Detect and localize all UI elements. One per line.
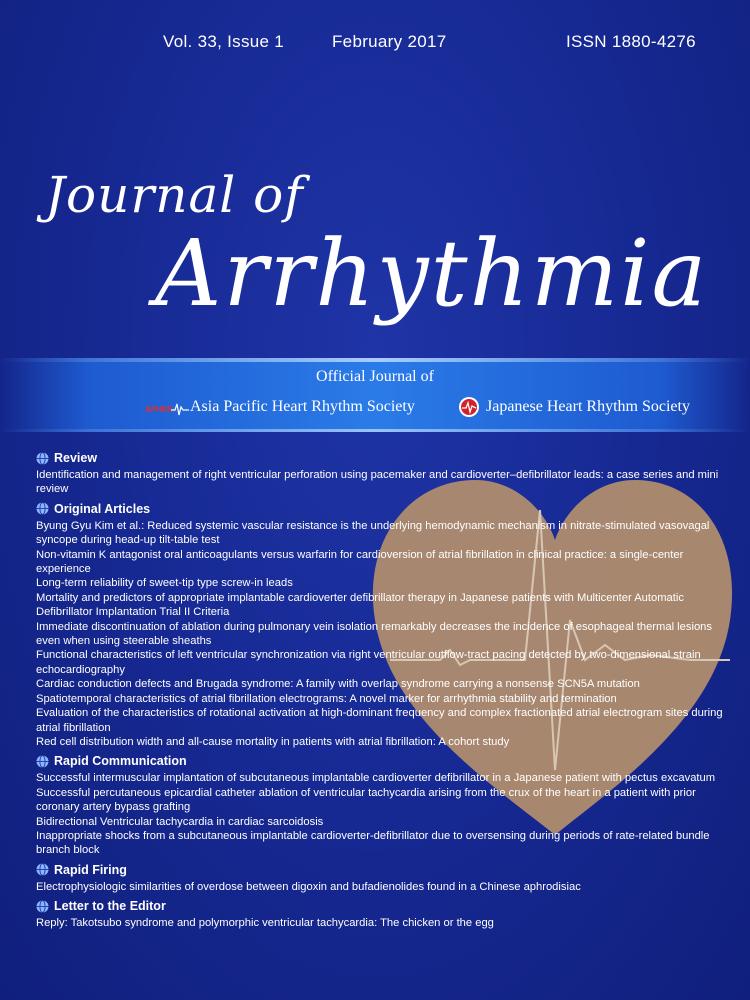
section-title: Letter to the Editor — [54, 899, 166, 914]
section-heading — [36, 448, 726, 468]
article-entry[interactable]: Non-vitamin K antagonist oral anticoagulants versus warfarin for cardioversion of atrial fibrillation in clinical practice: a single-center experience — [36, 548, 684, 576]
section-heading — [36, 896, 726, 916]
article-entry[interactable]: Successful intermuscular implantation of subcutaneous implantable cardioverter defibrillator in a Japanese patient with pectus excavatum — [36, 772, 716, 785]
section-rapid-communication — [36, 751, 726, 857]
section-title: Rapid Firing — [54, 862, 127, 877]
aphrs-logo-text: APHRS — [145, 405, 174, 414]
volume-issue: Vol. 33, Issue 1 — [163, 32, 285, 51]
globe-icon — [36, 502, 49, 515]
journal-title — [0, 150, 750, 350]
article-entry[interactable]: Identification and management of right ventricular perforation using pacemaker and cardioverter–defibrillator leads: a case series and mini review — [36, 469, 719, 496]
section-title: Original Articles — [54, 501, 151, 516]
section-heading — [36, 860, 726, 880]
section-title: Rapid Communication — [54, 754, 187, 769]
globe-icon — [36, 863, 49, 876]
title-line-1: Journal of — [45, 166, 304, 224]
article-entry[interactable]: Functional characteristics of left ventricular synchronization via right ventricular outflow-tract pacing detected by two-dimensional strain echocardiography — [36, 649, 701, 676]
article-entry[interactable]: Mortality and predictors of appropriate implantable cardioverter defibrillator therapy in Japanese patients with Multicenter Automatic Defibrillator Implantation Trial II Criteria — [36, 591, 684, 619]
article-entry[interactable]: Long-term reliability of sweet-tip type screw-in leads — [36, 577, 293, 590]
section-heading — [36, 751, 726, 771]
issn: ISSN 1880-4276 — [566, 32, 696, 51]
title-line-2: Arrhythmia — [155, 220, 709, 327]
article-entry[interactable]: Inappropriate shocks from a subcutaneous implantable cardioverter-defibrillator due to oversensing during periods of rate-related bundle branch block — [36, 829, 710, 857]
globe-icon — [36, 900, 49, 913]
jhrs-logo-icon — [458, 396, 480, 418]
societies-row — [0, 395, 750, 421]
article-entry[interactable]: Immediate discontinuation of ablation during pulmonary vein isolation remarkably decreases the incidence of esophageal thermal lesions even when using steerable sheaths — [36, 620, 712, 648]
issue-date: February 2017 — [332, 32, 447, 51]
article-entry[interactable]: Electrophysiologic similarities of overdose between digoxin and bufadienolides found in a Chinese aphrodisiac — [36, 880, 581, 893]
society-1-name: Asia Pacific Heart Rhythm Society — [190, 398, 415, 415]
article-entry[interactable]: Cardiac conduction defects and Brugada syndrome: A family with overlap syndrome carrying a nonsense SCN5A mutation — [36, 678, 640, 691]
section-original-articles — [36, 499, 726, 750]
section-review — [36, 448, 726, 497]
table-of-contents — [36, 446, 726, 931]
article-entry[interactable]: Successful percutaneous epicardial catheter ablation of ventricular tachycardia arising from the crux of the heart in a patient with prior coronary artery bypass grafting — [36, 786, 696, 814]
article-entry[interactable]: Bidirectional Ventricular tachycardia in cardiac sarcoidosis — [36, 815, 324, 828]
article-entry[interactable]: Red cell distribution width and all-cause mortality in patients with atrial fibrillation: A cohort study — [36, 735, 510, 748]
article-entry[interactable]: Reply: Takotsubo syndrome and polymorphic ventricular tachycardia: The chicken or the egg — [36, 917, 494, 930]
globe-icon — [36, 452, 49, 465]
article-entry[interactable]: Evaluation of the characteristics of rotational activation at high-dominant frequency and complex fractionated atrial electrogram sites during atrial fibrillation — [36, 707, 723, 734]
aphrs-logo-icon — [145, 397, 189, 419]
section-rapid-firing — [36, 860, 726, 894]
affiliation-band — [0, 358, 750, 432]
section-letter-to-the-editor — [36, 896, 726, 930]
section-title: Review — [54, 451, 98, 465]
section-heading — [36, 499, 726, 519]
globe-icon — [36, 755, 49, 768]
article-entry[interactable]: Byung Gyu Kim et al.: Reduced systemic vascular resistance is the underlying hemodynamic mechanism in nitrate-stimulated vasovagal syncope during head-up tilt-table test — [36, 519, 710, 547]
society-2-name: Japanese Heart Rhythm Society — [486, 398, 690, 415]
official-journal-label: Official Journal of — [316, 368, 434, 385]
article-entry[interactable]: Spatiotemporal characteristics of atrial fibrillation electrograms: A novel marker for arrhythmia stability and termination — [36, 692, 617, 705]
